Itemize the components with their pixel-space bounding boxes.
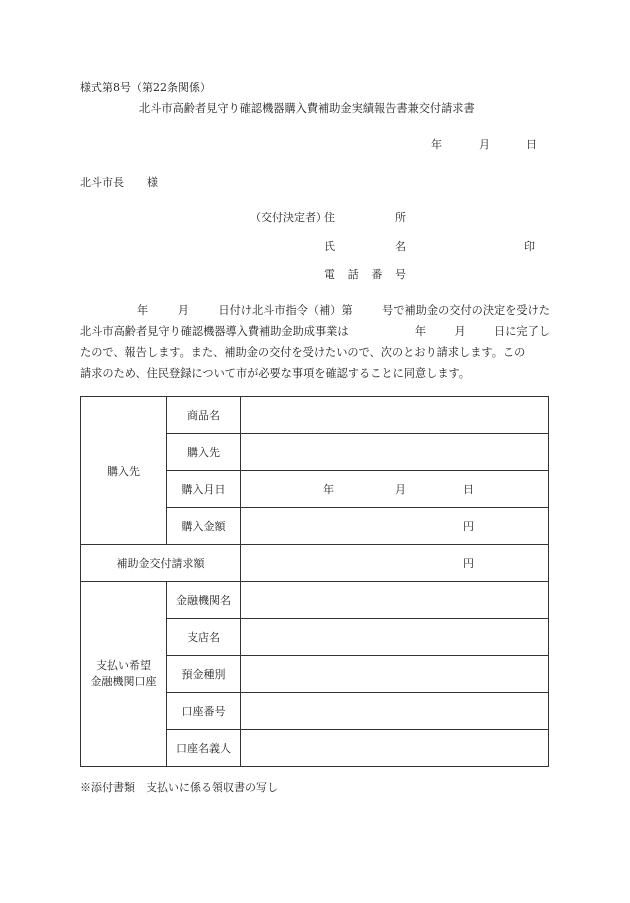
purchase-amount-label: 購入金額 [167, 508, 241, 545]
bank-account-group-line: 金融機関口座 [90, 675, 157, 688]
phone-label-char: 号 [394, 268, 406, 281]
seal-mark: 印 [524, 240, 535, 253]
date-month-label: 月 [479, 138, 490, 151]
branch-name-field[interactable] [241, 619, 549, 656]
paragraph-fragment: 年 [414, 325, 427, 338]
purchase-amount-field[interactable] [241, 508, 549, 545]
bank-account-group-line: 支払い希望 [96, 659, 151, 672]
addressee-honorific: 様 [147, 176, 158, 189]
deposit-type-label: 預金種別 [167, 656, 241, 693]
phone-label [324, 269, 406, 280]
subsidy-amount-field[interactable] [241, 545, 549, 582]
name-label [324, 241, 406, 252]
paragraph-line-4 [80, 363, 550, 384]
paragraph-line-2 [80, 321, 550, 342]
phone-label-char: 電 [324, 268, 335, 281]
purchase-date-day: 日 [463, 483, 474, 496]
paragraph-fragment: 北斗市高齢者見守り確認機器導入費補助金助成事業は [80, 325, 349, 338]
table-row [81, 545, 549, 582]
name-label-char: 名 [395, 240, 406, 253]
purchase-from-field[interactable] [241, 434, 549, 471]
report-form-table [80, 396, 549, 767]
report-paragraph [80, 300, 550, 384]
paragraph-fragment: 日付け北斗市指令（補）第 [218, 304, 353, 317]
document-title: 北斗市高齢者見守り確認機器購入費補助金実績報告書兼交付請求書 [139, 102, 475, 115]
phone-label-char: 番 [371, 268, 383, 281]
form-number: 様式第8号（第22条関係） [80, 81, 211, 94]
date-year-label: 年 [431, 138, 442, 151]
purchase-from-label: 購入先 [167, 434, 241, 471]
bank-account-group-label [81, 582, 167, 767]
paragraph-fragment: 号で補助金の交付の決定を受けた [382, 304, 550, 317]
attachment-note: ※添付書類 支払いに係る領収書の写し [80, 781, 278, 794]
account-holder-label: 口座名義人 [167, 730, 241, 767]
purchase-date-year: 年 [323, 483, 334, 496]
paragraph-fragment: 日に完了し [494, 325, 550, 338]
table-row [81, 397, 549, 434]
purchase-date-month: 月 [395, 483, 406, 496]
address-label-char: 所 [395, 211, 406, 224]
deposit-type-field[interactable] [241, 656, 549, 693]
bank-name-field[interactable] [241, 582, 549, 619]
applicant-role-label: （交付決定者） [250, 211, 327, 224]
paragraph-fragment: 月 [454, 325, 466, 338]
paragraph-line-1 [80, 300, 550, 321]
name-label-char: 氏 [324, 240, 335, 253]
address-label-char: 住 [324, 211, 335, 224]
product-name-label: 商品名 [167, 397, 241, 434]
account-number-field[interactable] [241, 693, 549, 730]
product-name-field[interactable] [241, 397, 549, 434]
address-label [324, 212, 406, 223]
purchase-date-field[interactable] [241, 471, 549, 508]
purchase-date-label: 購入月日 [167, 471, 241, 508]
yen-unit: 円 [463, 557, 474, 570]
table-row [81, 582, 549, 619]
subsidy-amount-label: 補助金交付請求額 [81, 545, 241, 582]
account-number-label: 口座番号 [167, 693, 241, 730]
yen-unit: 円 [463, 520, 474, 533]
account-holder-field[interactable] [241, 730, 549, 767]
date-day-label: 日 [526, 138, 537, 151]
paragraph-fragment: 年 [137, 304, 149, 317]
purchase-group-label: 購入先 [81, 397, 167, 545]
paragraph-fragment: たので、報告します。また、補助金の交付を受けたいので、次のとおり請求します。この [80, 346, 526, 359]
bank-name-label: 金融機関名 [167, 582, 241, 619]
paragraph-line-3 [80, 342, 550, 363]
phone-label-char: 話 [347, 268, 359, 281]
paragraph-fragment: 請求のため、住民登録について市が必要な事項を確認することに同意します。 [80, 367, 470, 380]
addressee-name: 北斗市長 [80, 176, 124, 189]
branch-name-label: 支店名 [167, 619, 241, 656]
paragraph-fragment: 月 [177, 304, 189, 317]
